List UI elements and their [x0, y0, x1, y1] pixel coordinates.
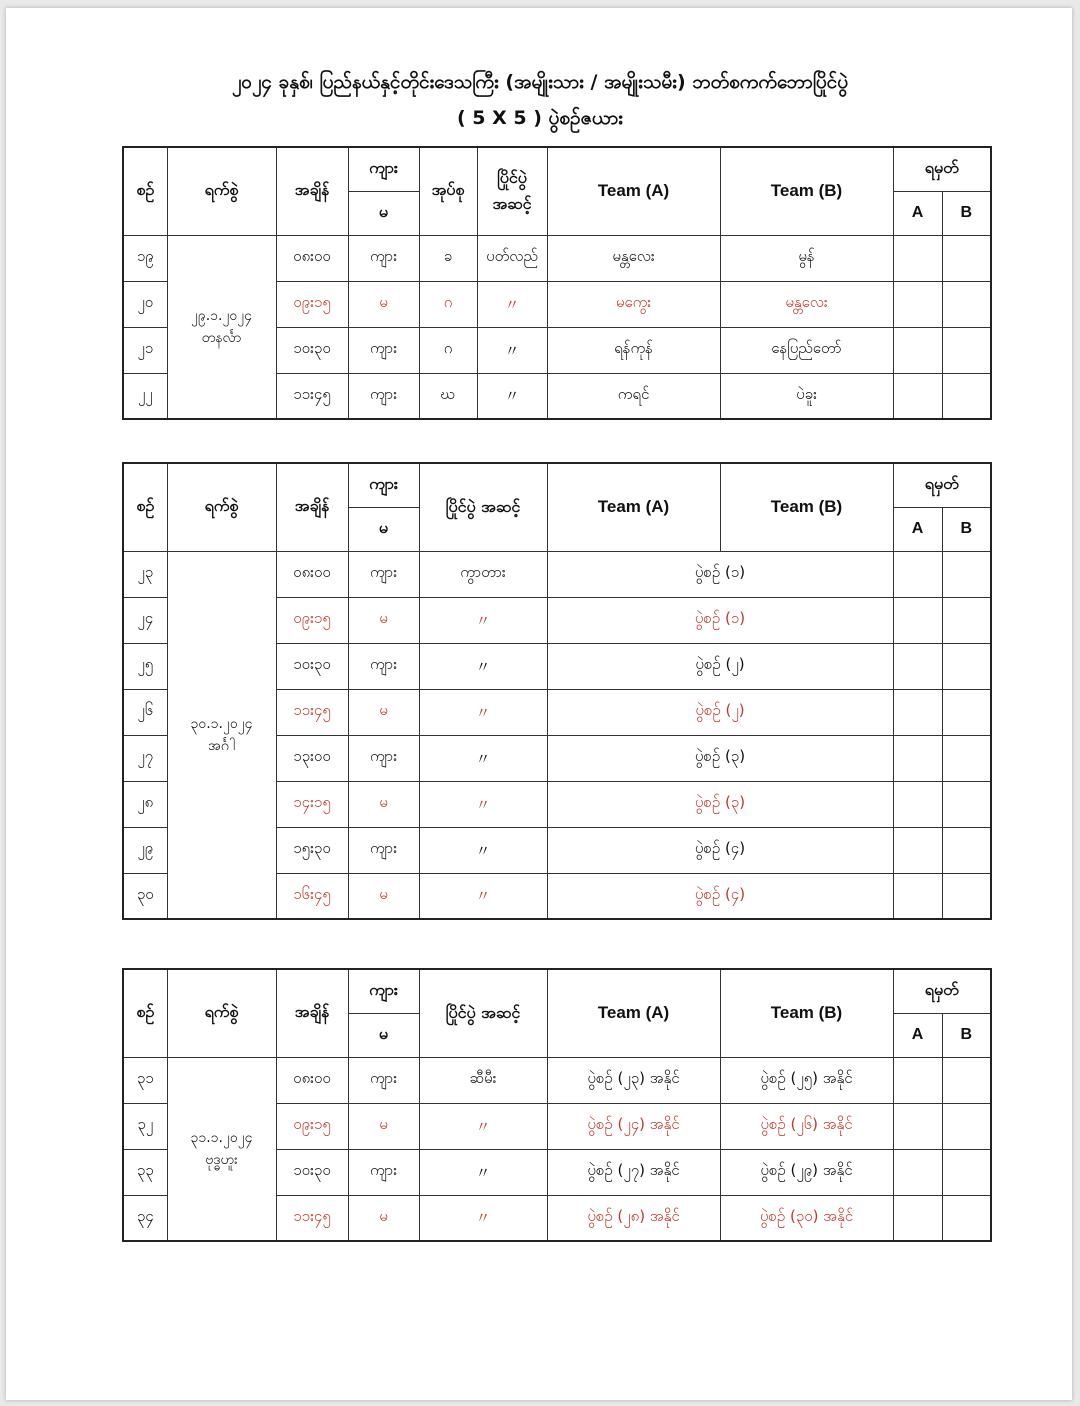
team-b: ပွဲစဉ် (၂၅) အနိုင်: [720, 1057, 893, 1103]
header-date: ရက်စွဲ: [167, 463, 276, 551]
team-b: ပွဲစဉ် (၂၉) အနိုင်: [720, 1149, 893, 1195]
score-a: [893, 281, 942, 327]
score-a: [893, 551, 942, 597]
team-b: ပွဲစဉ် (၃၀) အနိုင်: [720, 1195, 893, 1241]
header-male: ကျား: [348, 147, 419, 191]
header-score-b: B: [942, 191, 991, 235]
document-subtitle: ( 5 X 5 ) ပွဲစဉ်ဇယား: [457, 107, 623, 129]
header-no: စဉ်: [123, 147, 167, 235]
match-time: ၁၆း၄၅: [276, 873, 348, 919]
header-group: အုပ်စု: [419, 147, 477, 235]
match-gender: မ: [348, 281, 419, 327]
match-gender: ကျား: [348, 1149, 419, 1195]
match-label: ပွဲစဉ် (၄): [547, 873, 893, 919]
match-gender: ကျား: [348, 1057, 419, 1103]
match-gender: ကျား: [348, 551, 419, 597]
score-b: [942, 689, 991, 735]
match-time: ၁၅း၃၀: [276, 827, 348, 873]
match-time: ၀၉း၁၅: [276, 281, 348, 327]
match-number: ၃၁: [123, 1057, 167, 1103]
match-stage: 〃: [419, 597, 547, 643]
match-number: ၃၃: [123, 1149, 167, 1195]
match-stage: 〃: [419, 735, 547, 781]
match-number: ၂၂: [123, 373, 167, 419]
match-time: ၀၈း၀၀: [276, 1057, 348, 1103]
match-time: ၁၁း၄၅: [276, 1195, 348, 1241]
team-a: ပွဲစဉ် (၂၇) အနိုင်: [547, 1149, 720, 1195]
match-group: ဂ: [419, 281, 477, 327]
header-stage: ပြိုင်ပွဲ အဆင့်: [477, 147, 547, 235]
score-a: [893, 827, 942, 873]
score-a: [893, 1057, 942, 1103]
match-time: ၀၈း၀၀: [276, 551, 348, 597]
match-stage: 〃: [419, 873, 547, 919]
header-female: မ: [348, 507, 419, 551]
score-a: [893, 689, 942, 735]
score-a: [893, 1195, 942, 1241]
table-row: [123, 235, 991, 281]
header-score: ရမှတ်: [893, 463, 991, 507]
team-a: ပွဲစဉ် (၂၈) အနိုင်: [547, 1195, 720, 1241]
header-team-a: Team (A): [547, 147, 720, 235]
table-row: [123, 551, 991, 597]
score-a: [893, 597, 942, 643]
match-group: ဂ: [419, 327, 477, 373]
match-gender: မ: [348, 689, 419, 735]
score-b: [942, 1149, 991, 1195]
match-time: ၀၈း၀၀: [276, 235, 348, 281]
header-no: စဉ်: [123, 463, 167, 551]
score-b: [942, 873, 991, 919]
match-group: ဃ: [419, 373, 477, 419]
match-stage: 〃: [477, 327, 547, 373]
team-a: ပွဲစဉ် (၂၃) အနိုင်: [547, 1057, 720, 1103]
score-b: [942, 281, 991, 327]
score-b: [942, 1103, 991, 1149]
team-b: မန္တလေး: [720, 281, 893, 327]
match-label: ပွဲစဉ် (၂): [547, 689, 893, 735]
score-a: [893, 1149, 942, 1195]
match-time: ၁၃း၀၀: [276, 735, 348, 781]
score-a: [893, 781, 942, 827]
match-number: ၃၄: [123, 1195, 167, 1241]
match-stage: 〃: [477, 373, 547, 419]
team-b: နေပြည်တော်: [720, 327, 893, 373]
header-time: အချိန်: [276, 969, 348, 1057]
match-stage: 〃: [419, 827, 547, 873]
match-label: ပွဲစဉ် (၃): [547, 735, 893, 781]
match-stage: ဆီမီး: [419, 1057, 547, 1103]
match-date: [167, 1057, 276, 1241]
match-stage: 〃: [419, 689, 547, 735]
match-label: ပွဲစဉ် (၃): [547, 781, 893, 827]
date-text: ၃၁.၁.၂၀၂၄: [190, 1129, 253, 1146]
header-team-b: Team (B): [720, 463, 893, 551]
match-time: ၀၉း၁၅: [276, 597, 348, 643]
match-label: ပွဲစဉ် (၁): [547, 551, 893, 597]
match-date: [167, 235, 276, 419]
score-b: [942, 1057, 991, 1103]
score-b: [942, 597, 991, 643]
score-b: [942, 327, 991, 373]
match-stage: ကွာတား: [419, 551, 547, 597]
header-stage: ပြိုင်ပွဲ အဆင့်: [419, 463, 547, 551]
match-date: [167, 551, 276, 919]
score-b: [942, 551, 991, 597]
schedule-table-semifinal: [122, 968, 992, 1242]
header-score-b: B: [942, 507, 991, 551]
score-b: [942, 827, 991, 873]
match-number: ၂၃: [123, 551, 167, 597]
score-a: [893, 1103, 942, 1149]
header-date: ရက်စွဲ: [167, 147, 276, 235]
score-b: [942, 373, 991, 419]
schedule-table-group-stage: [122, 146, 992, 420]
header-time: အချိန်: [276, 147, 348, 235]
match-number: ၁၉: [123, 235, 167, 281]
header-team-a: Team (A): [547, 463, 720, 551]
match-number: ၂၀: [123, 281, 167, 327]
header-female: မ: [348, 1013, 419, 1057]
match-group: ခ: [419, 235, 477, 281]
score-a: [893, 327, 942, 373]
header-male: ကျား: [348, 463, 419, 507]
match-time: ၁၄း၁၅: [276, 781, 348, 827]
team-b: ပွဲစဉ် (၂၆) အနိုင်: [720, 1103, 893, 1149]
match-time: ၁၁း၄၅: [276, 373, 348, 419]
header-time: အချိန်: [276, 463, 348, 551]
document-title: ၂၀၂၄ ခုနှစ်၊ ပြည်နယ်နှင့်တိုင်းဒေသကြီး (အမျိုးသား / အမျိုးသမီး) ဘတ်စကက်ဘောပြိုင်ပွဲ: [231, 71, 849, 93]
match-gender: မ: [348, 873, 419, 919]
match-stage: 〃: [419, 1103, 547, 1149]
header-score-a: A: [893, 1013, 942, 1057]
date-text: ၂၉.၁.၂၀၂၄: [190, 307, 253, 324]
team-b: မွန်: [720, 235, 893, 281]
match-gender: ကျား: [348, 735, 419, 781]
score-b: [942, 643, 991, 689]
match-stage: 〃: [419, 781, 547, 827]
weekday-text: ဗုဒ္ဓဟူး: [205, 1151, 238, 1168]
header-female: မ: [348, 191, 419, 235]
match-stage: 〃: [419, 643, 547, 689]
score-a: [893, 643, 942, 689]
team-a: ပွဲစဉ် (၂၄) အနိုင်: [547, 1103, 720, 1149]
score-a: [893, 735, 942, 781]
match-label: ပွဲစဉ် (၂): [547, 643, 893, 689]
header-score-a: A: [893, 191, 942, 235]
match-label: ပွဲစဉ် (၁): [547, 597, 893, 643]
header-male: ကျား: [348, 969, 419, 1013]
match-time: ၁၀း၃၀: [276, 643, 348, 689]
match-gender: ကျား: [348, 373, 419, 419]
score-b: [942, 781, 991, 827]
header-team-b: Team (B): [720, 969, 893, 1057]
header-no: စဉ်: [123, 969, 167, 1057]
match-number: ၂၅: [123, 643, 167, 689]
match-number: ၃၂: [123, 1103, 167, 1149]
header-team-a: Team (A): [547, 969, 720, 1057]
match-stage: 〃: [419, 1149, 547, 1195]
header-team-b: Team (B): [720, 147, 893, 235]
match-time: ၁၀း၃၀: [276, 327, 348, 373]
match-number: ၂၆: [123, 689, 167, 735]
match-number: ၂၁: [123, 327, 167, 373]
match-gender: ကျား: [348, 327, 419, 373]
score-b: [942, 735, 991, 781]
table-row: [123, 1057, 991, 1103]
score-b: [942, 1195, 991, 1241]
match-number: ၂၄: [123, 597, 167, 643]
schedule-table-quarterfinal: [122, 462, 992, 920]
match-gender: မ: [348, 597, 419, 643]
header-stage: ပြိုင်ပွဲ အဆင့်: [419, 969, 547, 1057]
header-score: ရမှတ်: [893, 147, 991, 191]
match-number: ၂၉: [123, 827, 167, 873]
header-score-b: B: [942, 1013, 991, 1057]
match-stage: 〃: [419, 1195, 547, 1241]
match-time: ၁၀း၃၀: [276, 1149, 348, 1195]
weekday-text: တနင်္လာ: [201, 329, 242, 346]
match-gender: ကျား: [348, 235, 419, 281]
match-number: ၃၀: [123, 873, 167, 919]
team-a: မန္တလေး: [547, 235, 720, 281]
match-gender: ကျား: [348, 827, 419, 873]
team-a: မကွေး: [547, 281, 720, 327]
match-gender: မ: [348, 781, 419, 827]
score-a: [893, 373, 942, 419]
team-a: ရန်ကုန်: [547, 327, 720, 373]
team-a: ကရင်: [547, 373, 720, 419]
match-number: ၂၈: [123, 781, 167, 827]
score-a: [893, 873, 942, 919]
match-gender: မ: [348, 1103, 419, 1149]
match-stage: ပတ်လည်: [477, 235, 547, 281]
team-b: ပဲခူး: [720, 373, 893, 419]
weekday-text: အင်္ဂါ: [208, 737, 235, 754]
match-gender: ကျား: [348, 643, 419, 689]
match-stage: 〃: [477, 281, 547, 327]
score-b: [942, 235, 991, 281]
match-time: ၁၁း၄၅: [276, 689, 348, 735]
score-a: [893, 235, 942, 281]
match-number: ၂၇: [123, 735, 167, 781]
header-score-a: A: [893, 507, 942, 551]
match-label: ပွဲစဉ် (၄): [547, 827, 893, 873]
header-date: ရက်စွဲ: [167, 969, 276, 1057]
match-time: ၀၉း၁၅: [276, 1103, 348, 1149]
date-text: ၃၀.၁.၂၀၂၄: [190, 715, 253, 732]
header-score: ရမှတ်: [893, 969, 991, 1013]
match-gender: မ: [348, 1195, 419, 1241]
